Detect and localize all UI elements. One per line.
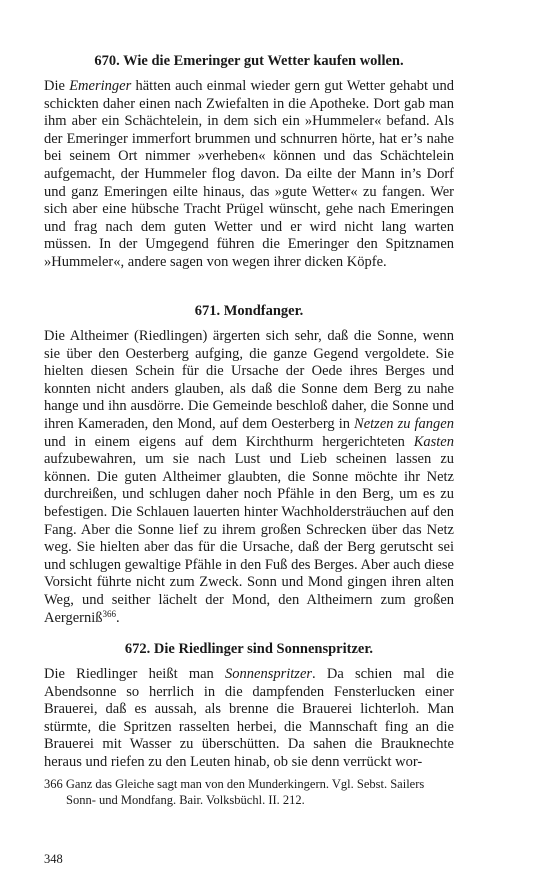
section-671 bbox=[44, 302, 454, 627]
text-run: . Da schien mal die Abendsonne so herrlich in die dampfenden Fensterlucken einer Brauerei, daß es aussah, als brenne die Brauerei lichterloh. Man stürmte, die Spritzen rasselten herbei, die Mannschaft fing an die Brauerei mit Wasser zu überschütten. Da sahen die Brauknechte heraus und riefen zu den Leuten hinab, ob sie denn verrückt wor- bbox=[44, 666, 454, 770]
section-heading: 671. Mondfanger. bbox=[194, 303, 304, 319]
section-text bbox=[44, 666, 454, 772]
section-heading: 672. Die Riedlinger sind Sonnenspritzer. bbox=[124, 641, 374, 657]
text-run: Die Riedlinger heißt man bbox=[44, 666, 226, 682]
text-run: aufzubewahren, um sie nach Lust und Lieb scheinen lassen zu können. Die guten Altheimer glaubten, die Sonne möchte ihr Netz durchreißen, und schlugen daher noch Pfähle in den Berg, um es zu befestigen. Die Schlauen lauerten hinter Wachholdersträuchen auf den Fang. Aber die Sonne lief zu ihrem großen Schrecken über das Netz weg. Sie hielten aber das für die Ursache, daß der Berg gerutscht sei und schlugen gewaltige Pfähle in den Fuß des Berges. Aber auch diese Vorsicht führte nicht zum Zweck. Sonn und Mond gingen ihren alten Weg, und seither lächelt der Mond, den Altheimern zum großen Aergerniß bbox=[44, 451, 454, 626]
italic-run: Kasten bbox=[413, 433, 454, 450]
footnote-block bbox=[44, 776, 454, 808]
footnote-ref: 366 bbox=[102, 608, 117, 619]
italic-run: Netzen zu fangen bbox=[354, 415, 454, 432]
section-heading: 670. Wie die Emeringer gut Wetter kaufen wollen. bbox=[94, 53, 404, 69]
italic-run: Sonnenspritzer bbox=[225, 666, 313, 682]
footnote-366: 366 Ganz das Gleiche sagt man von den Munderkingern. Vgl. Sebst. Sailers Sonn- und Mondfang. Bair. Volksbüchl. II. 212. bbox=[44, 777, 425, 807]
text-run: . bbox=[116, 609, 120, 626]
section-text bbox=[44, 328, 454, 627]
italic-run: Emeringer bbox=[69, 78, 132, 94]
section-670 bbox=[44, 52, 454, 272]
text-run: hätten auch einmal wieder gern gut Wetter gehabt und schickten daher einen nach Zwiefalten in die Apotheke. Dort gab man ihm aber ein Schächtelein, in dem sich ein »Hummeler« befand. Als der Emeringer immerfort brummen und schnurren hörte, hat er’s nahe bei seinem Ort nimmer »verheben« können und das Schächtelein aufgemacht, der Hummeler flog davon. Da eilte der Mann in’s Dorf und ganz Emeringen eilte hinaus, das »gute Wetter« zu fangen. Wer sich aber eine hübsche Tracht Prügel wünscht, gehe nach Emeringen und frag nach dem guten Wetter und er wird nicht lang warten müssen. In der Umgegend führen die Emeringer den Spitznamen »Hummeler«, andere sagen von wegen ihrer dicken Köpfe. bbox=[44, 78, 455, 270]
page-number: 348 bbox=[44, 852, 63, 866]
text-run: Die bbox=[44, 78, 70, 94]
section-672 bbox=[44, 640, 454, 772]
text-run: Die Altheimer (Riedlingen) ärgerten sich sehr, daß die Sonne, wenn sie über den Oesterberg aufging, die ganze Gegend vergoldete. Sie hielten diesen Schein für die Ursache der Oede ihres Berges und konnten nicht anders glauben, als daß die Sonne dem Berg zu nahe hange und ihn ausdörre. Die Gemeinde beschloß daher, die Sonne und ihren Kameraden, den Mond, auf dem Oesterberg in bbox=[44, 328, 454, 432]
text-run: und in einem eigens auf dem Kirchthurm hergerichteten bbox=[44, 433, 414, 450]
section-text bbox=[44, 78, 454, 272]
